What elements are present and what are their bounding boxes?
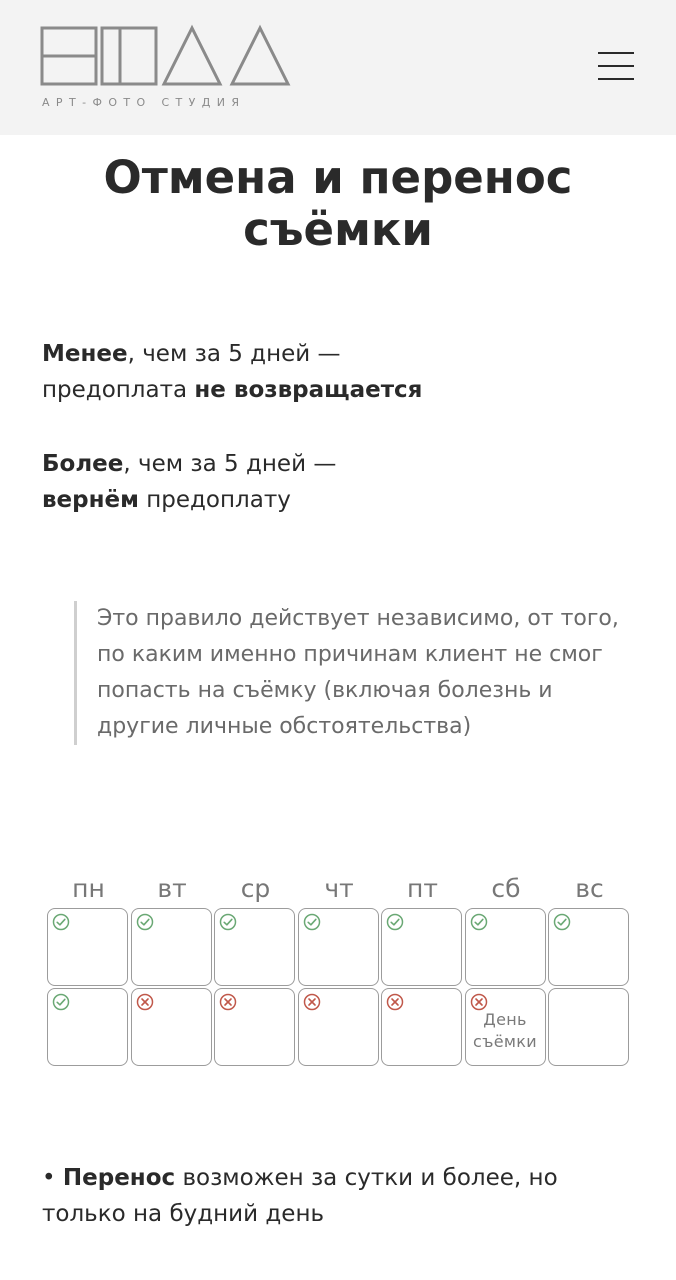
calendar-day-cell [131, 988, 212, 1066]
logo-subtitle: АРТ-ФОТО СТУДИЯ [42, 96, 246, 109]
calendar-day-cell [548, 988, 629, 1066]
weekday-label: сб [491, 874, 521, 903]
check-circle-icon [386, 913, 404, 931]
calendar-day-cell [381, 908, 462, 986]
check-circle-icon [553, 913, 571, 931]
calendar-day-cell [465, 908, 546, 986]
calendar-day-cell [548, 908, 629, 986]
weekday-label: пн [72, 874, 105, 903]
x-circle-icon [219, 993, 237, 1011]
rule-note-quote: Это правило действует независимо, от того, по каким именно причинам клиент не смог попасть на съёмку (включая болезнь и другие личные обстоятельства) [74, 601, 634, 745]
calendar-day-cell [298, 988, 379, 1066]
check-circle-icon [52, 913, 70, 931]
calendar-example [47, 872, 631, 1072]
calendar-day-cell [298, 908, 379, 986]
x-circle-icon [303, 993, 321, 1011]
x-circle-icon [136, 993, 154, 1011]
weekday-label: вт [157, 874, 187, 903]
calendar-day-cell [465, 988, 546, 1066]
page-title: Отмена и перенос съёмки [103, 151, 573, 256]
check-circle-icon [470, 913, 488, 931]
weekday-label: ср [240, 874, 271, 903]
rule-less-than-5-days: Менее, чем за 5 дней — предоплата не возвращается [42, 341, 423, 403]
rule-more-than-5-days: Более, чем за 5 дней — вернём предоплату [42, 451, 337, 513]
hamburger-icon [598, 52, 634, 54]
check-circle-icon [219, 913, 237, 931]
logo-mark-icon [40, 24, 296, 90]
weekday-label: пт [407, 874, 438, 903]
menu-button[interactable] [598, 52, 634, 82]
calendar-day-cell [214, 988, 295, 1066]
calendar-day-cell [47, 908, 128, 986]
check-circle-icon [52, 993, 70, 1011]
logo[interactable] [40, 24, 296, 114]
check-circle-icon [136, 913, 154, 931]
site-header [0, 0, 676, 135]
transfer-rule: • Перенос возможен за сутки и более, но только на будний день [42, 1165, 558, 1227]
weekday-label: чт [324, 874, 354, 903]
x-circle-icon [386, 993, 404, 1011]
calendar-day-cell [47, 988, 128, 1066]
weekday-label: вс [575, 874, 604, 903]
calendar-day-cell [214, 908, 295, 986]
shoot-day-label: День съёмки [473, 1010, 537, 1051]
check-circle-icon [303, 913, 321, 931]
calendar-day-cell [131, 908, 212, 986]
calendar-day-cell [381, 988, 462, 1066]
